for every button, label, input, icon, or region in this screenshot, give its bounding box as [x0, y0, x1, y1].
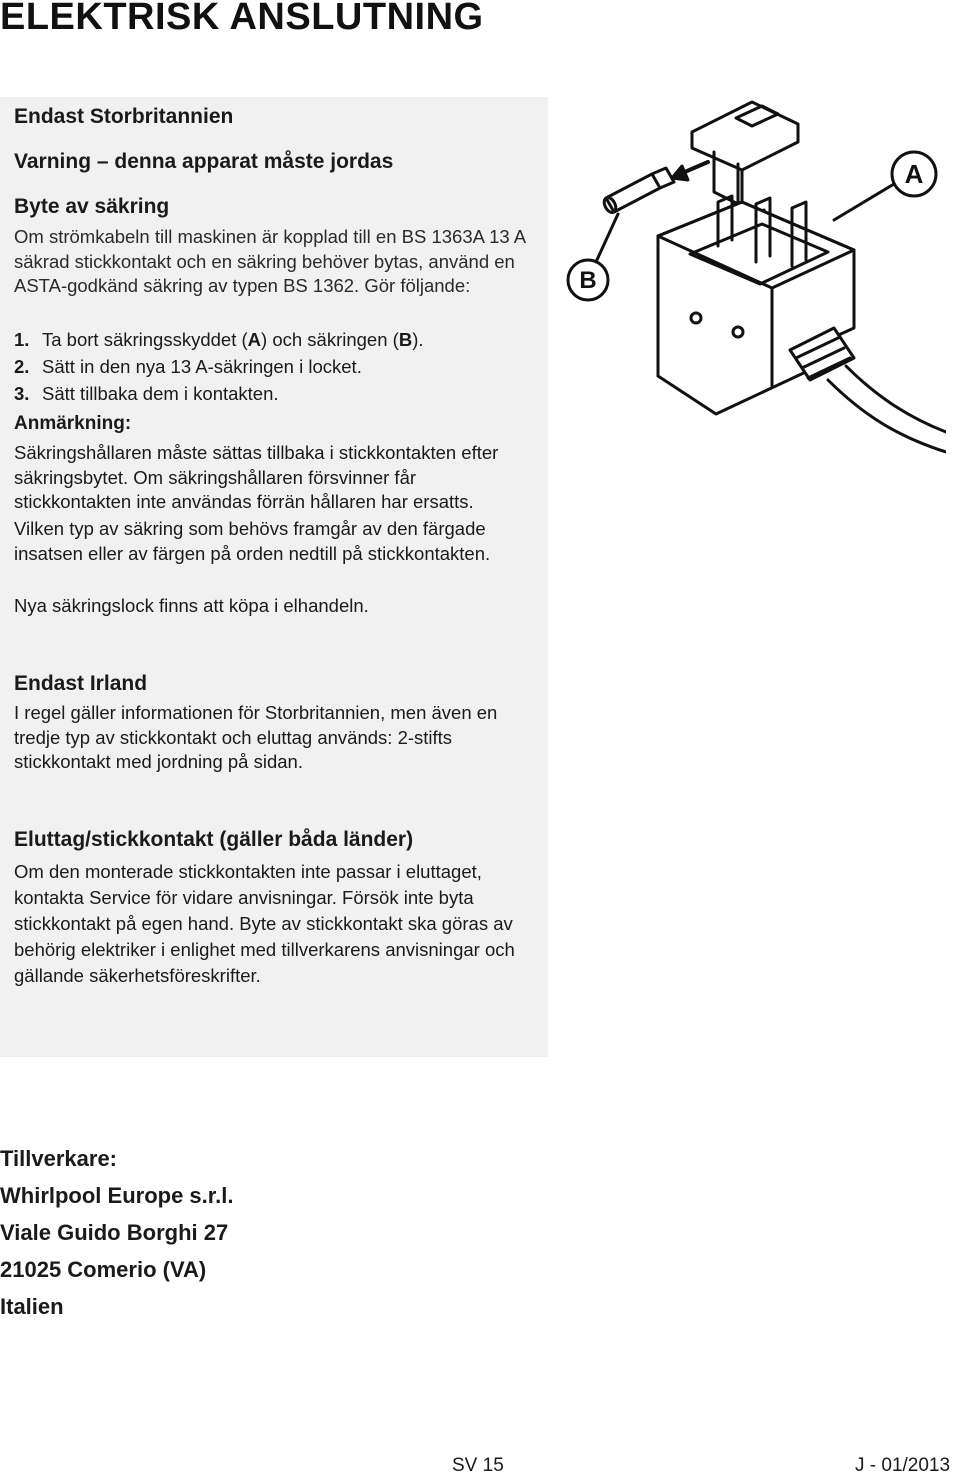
step-2: [14, 353, 424, 380]
manufacturer-label: Tillverkare:: [0, 1146, 118, 1171]
ireland-body: I regel gäller informationen för Storbritannien, men även en tredje typ av stickkontakt och eluttag används: 2-stifts stickkontakt med jordning på sidan.: [14, 702, 498, 772]
ireland-heading: Endast Irland: [14, 672, 148, 695]
page-title: ELEKTRISK ANSLUTNING: [0, 0, 484, 38]
steps-list: [14, 326, 424, 407]
step-text: Ta bort säkringsskyddet (A) och säkringen (B).: [42, 329, 424, 350]
manufacturer-country: Italien: [0, 1294, 64, 1319]
fuse-cover-icon: [692, 102, 798, 206]
warning-heading: Varning – denna apparat måste jordas: [14, 150, 394, 173]
manufacturer-block: [0, 1140, 233, 1325]
manufacturer-street: Viale Guido Borghi 27: [0, 1220, 229, 1245]
step-1: [14, 326, 424, 353]
uk-heading: Endast Storbritannien: [14, 105, 234, 128]
plug-diagram: [566, 96, 946, 456]
plug-body-icon: [658, 196, 854, 414]
label-b: B: [579, 267, 597, 294]
step-text: Sätt in den nya 13 A-säkringen i locket.: [42, 356, 362, 377]
socket-heading: Eluttag/stickkontakt (gäller båda länder): [14, 828, 414, 851]
fuse-icon: [602, 168, 674, 214]
manufacturer-name: Whirlpool Europe s.r.l.: [0, 1183, 234, 1208]
manufacturer-city: 21025 Comerio (VA): [0, 1257, 207, 1282]
note-title: Anmärkning:: [14, 413, 132, 434]
power-cord-icon: [790, 328, 946, 452]
step-3: [14, 380, 424, 407]
fuse-intro: Om strömkabeln till maskinen är kopplad till en BS 1363A 13 A säkrad stickkontakt och en säkring behöver bytas, använd en ASTA-godkänd säkring av typen BS 1362. Gör följande:: [14, 226, 526, 296]
step-text: Sätt tillbaka dem i kontakten.: [42, 383, 279, 404]
page-number: SV 15: [452, 1455, 504, 1476]
step-number: 1.: [14, 329, 30, 350]
step-number: 2.: [14, 356, 30, 377]
document-code: J - 01/2013: [855, 1455, 951, 1476]
socket-body: Om den monterade stickkontakten inte passar i eluttaget, kontakta Service för vidare anvisningar. Försök inte byta stickkontakt på egen hand. Byte av stickkontakt ska göras av behörig elektriker i enlighet med tillverkarens anvisningar och gällande säkerhetsföreskrifter.: [14, 861, 515, 986]
note-paragraph-2: Vilken typ av säkring som behövs framgår av den färgade insatsen eller av färgen på orden nedtill på stickkontakten.: [14, 518, 491, 564]
label-a: A: [904, 159, 924, 189]
note-paragraph-1: Säkringshållaren måste sättas tillbaka i stickkontakten efter säkringsbytet. Om säkringshållaren försvinner får stickkontakten inte användas förrän hållaren har ersatts.: [14, 442, 499, 512]
note-paragraph-3: Nya säkringslock finns att köpa i elhandeln.: [14, 595, 369, 616]
info-panel: [0, 97, 548, 1057]
fuse-heading: Byte av säkring: [14, 195, 170, 218]
step-number: 3.: [14, 383, 30, 404]
